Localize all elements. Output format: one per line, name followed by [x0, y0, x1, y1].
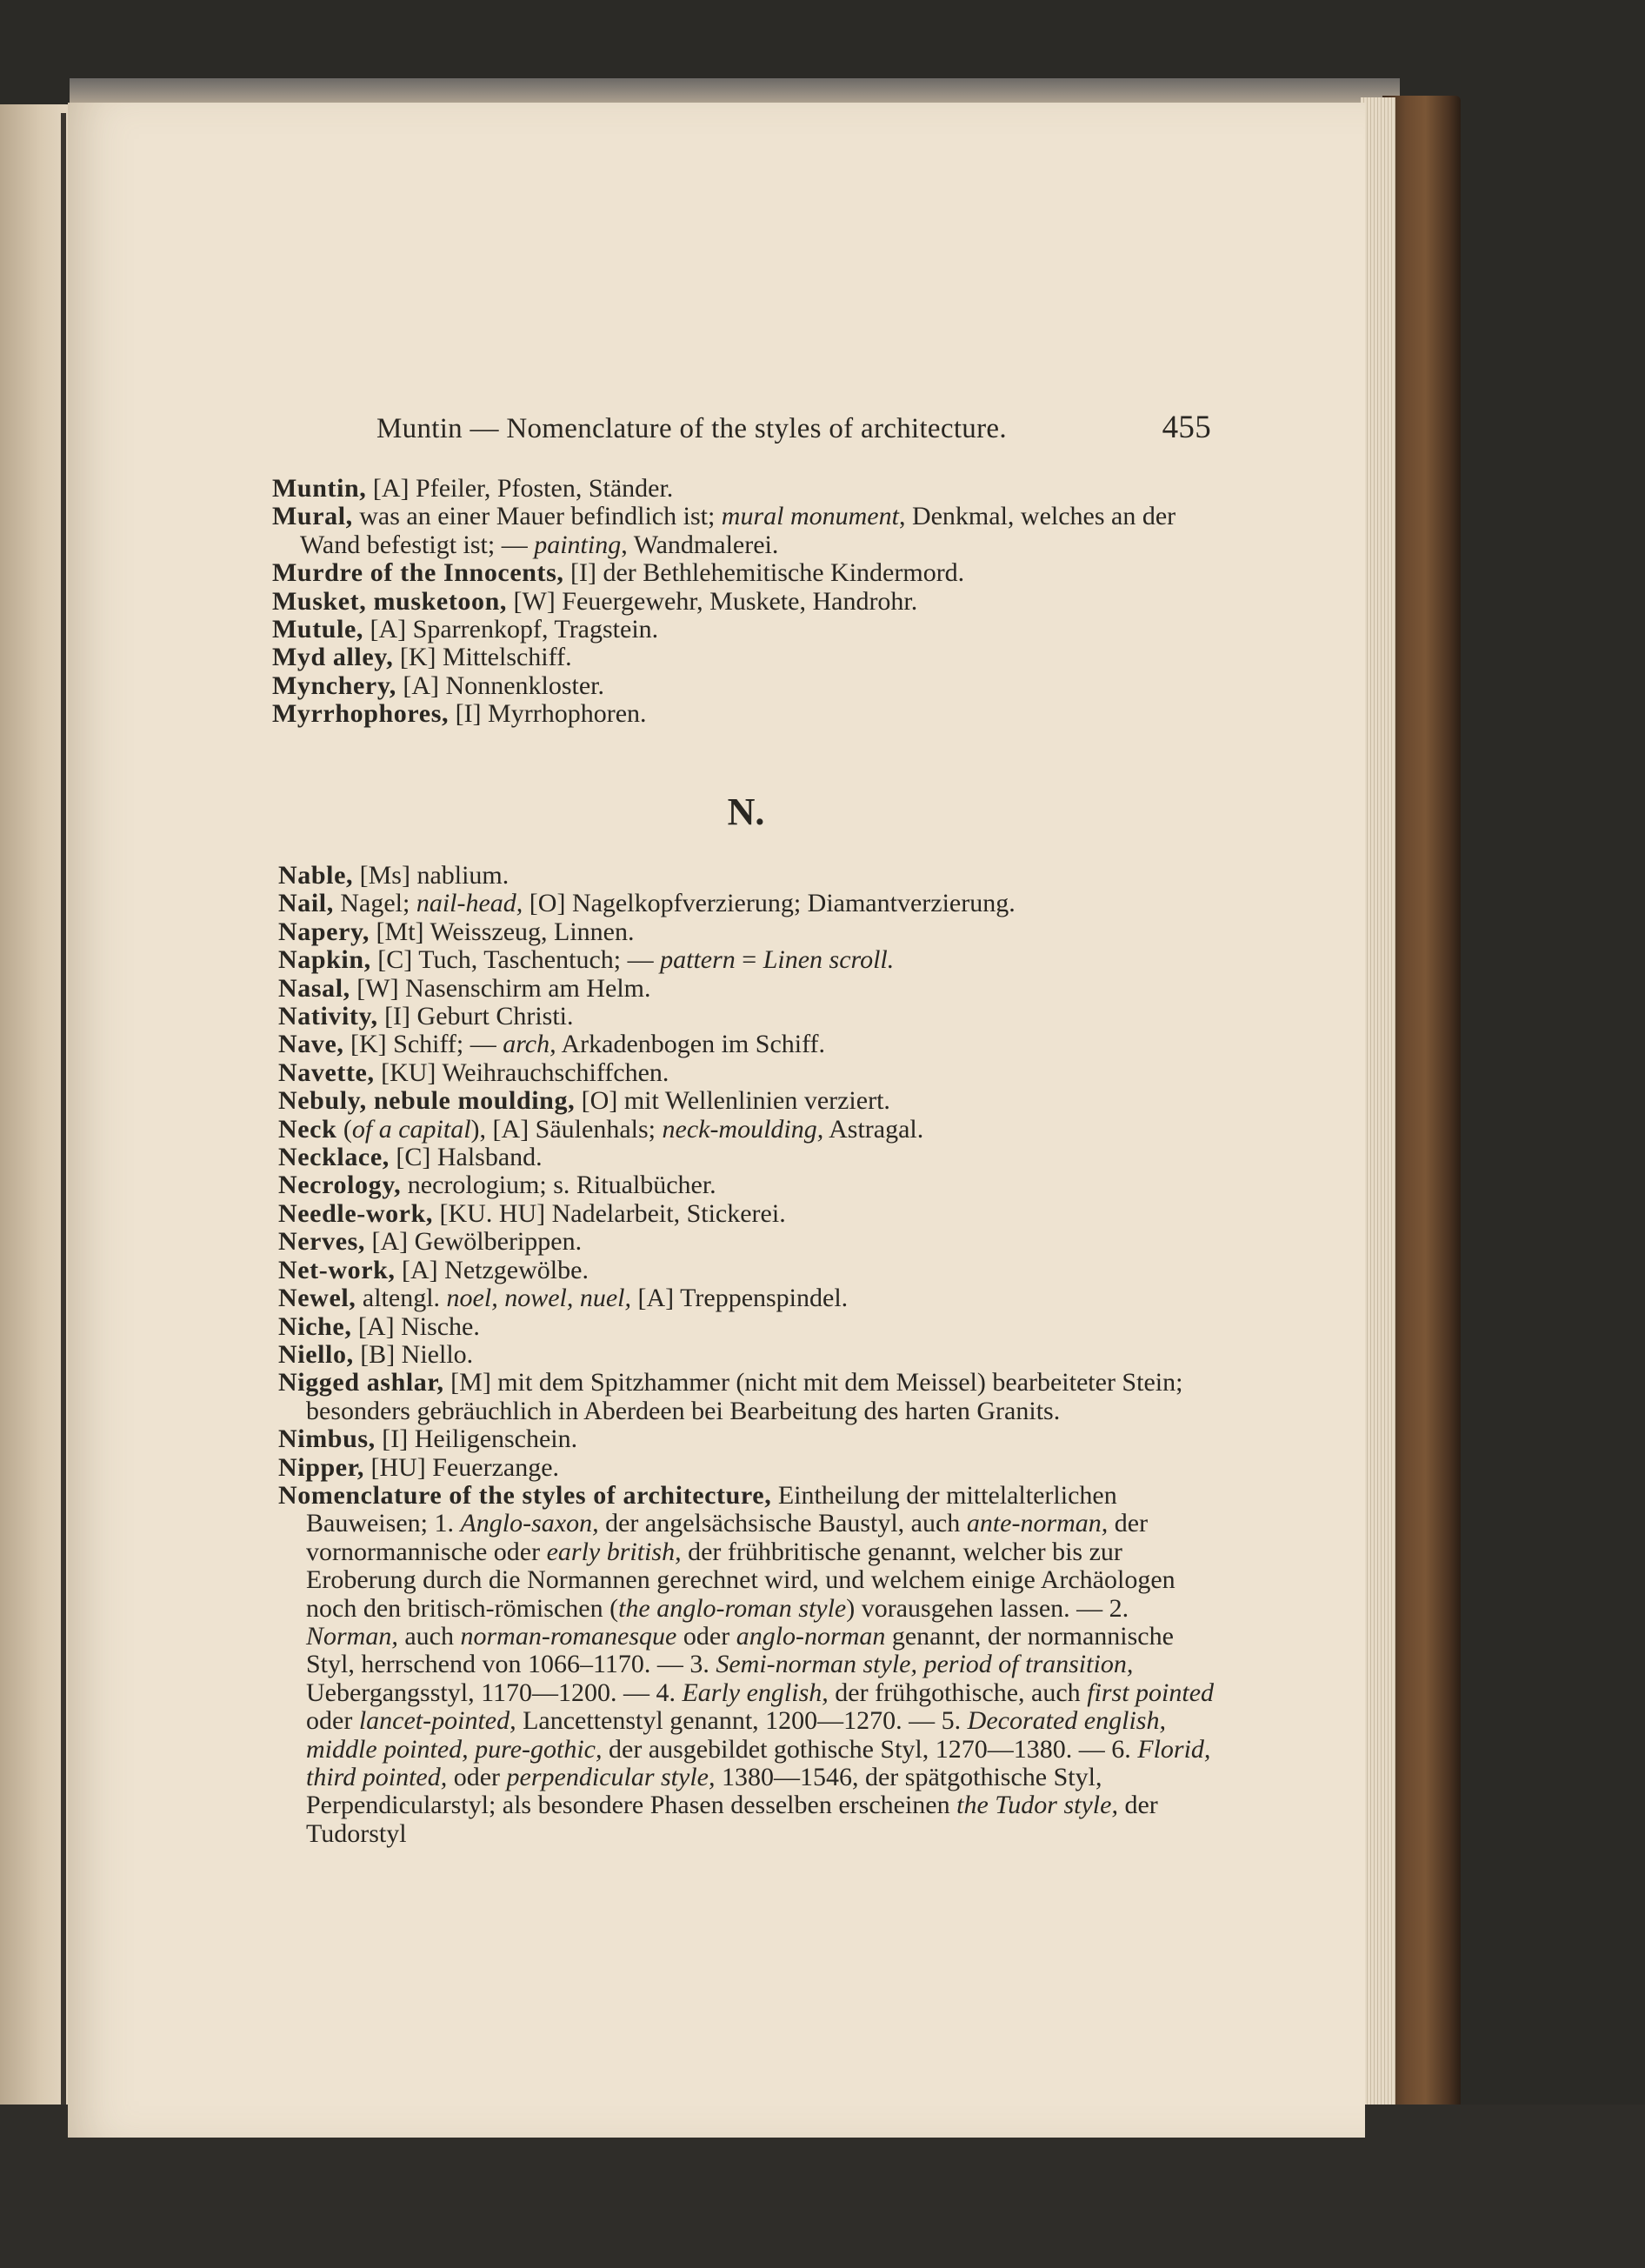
entry-headword: Nave, [278, 1030, 344, 1059]
entry-headword: Necrology, [278, 1171, 402, 1200]
previous-page-edge [0, 104, 68, 2105]
entry-headword: Niche, [278, 1311, 352, 1341]
entry-term-italic: painting [534, 530, 622, 559]
entry-text: der angelsächsische Baustyl, auch [598, 1509, 967, 1538]
entry-headword: Nomenclature of the styles of architecture, [278, 1480, 772, 1510]
dictionary-entry [272, 672, 1215, 700]
entry-term-italic: Norman, [306, 1621, 398, 1651]
entry-headword: Nail, [278, 889, 334, 918]
entry-term-italic: Semi-norman style, period of transition, [716, 1650, 1134, 1679]
entry-text: Lancettenstyl genannt, 1200—1270. — 5. [516, 1706, 968, 1736]
entry-text: Uebergangsstyl, 1170—1200. — 4. [306, 1678, 683, 1707]
entry-text: [A] Sparrenkopf, Tragstein. [363, 615, 659, 644]
entry-headword: Nerves, [278, 1227, 365, 1257]
entry-text: ( [336, 1114, 352, 1144]
entry-text: , Denkmal, welches an der Wand befestigt ist; — [300, 502, 1176, 559]
dictionary-entry [272, 588, 1215, 616]
entry-term-italic: perpendicular style, [506, 1763, 716, 1791]
running-title: Muntin — Nomenclature of the styles of architecture. [376, 413, 1007, 444]
entry-text: = [735, 945, 763, 975]
entry-headword: Nativity, [278, 1002, 378, 1031]
entry-headword: Net-work, [278, 1255, 396, 1284]
entry-headword: Nable, [278, 861, 354, 890]
entry-text: ) vorausgehen lassen. — 2. [846, 1593, 1129, 1623]
dictionary-entries-n [278, 862, 1222, 1848]
entry-text: der vornormannische oder [306, 1509, 1149, 1566]
dictionary-entry [278, 1425, 1222, 1453]
page-edges [1361, 97, 1395, 2145]
dictionary-entry [278, 1087, 1222, 1115]
entry-term-italic: Early english, [682, 1678, 829, 1707]
dictionary-entry [272, 644, 1215, 671]
entry-term-italic: Anglo-saxon, [460, 1509, 599, 1538]
entry-text: [K] Mittelschiff. [393, 643, 572, 672]
entry-headword: Mutule, [272, 615, 364, 644]
entry-text: [I] Myrrhophoren. [449, 699, 647, 729]
entry-text: [C] Halsband. [389, 1143, 543, 1172]
entry-text: 1380—1546, der spätgothische Styl, Perpendicularstyl; als besondere Phasen desselben erscheinen [306, 1763, 1102, 1820]
entry-term-italic: Linen scroll. [763, 945, 895, 975]
entry-text: oder [306, 1706, 359, 1736]
dictionary-entry [278, 862, 1222, 890]
dictionary-entry [278, 1482, 1222, 1848]
dictionary-entry [278, 1003, 1222, 1031]
entry-text: oder [447, 1763, 507, 1791]
entry-text: oder [676, 1621, 736, 1651]
entry-text: [M] mit dem Spitzhammer (nicht mit dem Meissel) bearbeiteter Stein; besonders gebräuchlich in Aberdeen bei Bearbeitung des harten Granits. [306, 1368, 1183, 1425]
dictionary-entry [272, 559, 1215, 587]
dictionary-entry [278, 975, 1222, 1003]
entry-text: [A] Pfeiler, Pfosten, Ständer. [366, 474, 674, 503]
entry-term-italic: pattern [660, 945, 736, 975]
entry-headword: Mynchery, [272, 670, 396, 700]
entry-headword: Nimbus, [278, 1424, 376, 1454]
dictionary-entry [278, 1228, 1222, 1256]
entry-text: [Ms] nablium. [353, 861, 509, 890]
dictionary-entry [278, 1171, 1222, 1199]
entry-term-italic: of a capital [351, 1114, 471, 1144]
entry-term-italic: first pointed [1087, 1678, 1215, 1707]
dictionary-entry [272, 700, 1215, 728]
entry-headword: Napkin, [278, 945, 371, 975]
entry-headword: Musket, musketoon, [272, 586, 507, 616]
entry-headword: Mural, [272, 502, 353, 531]
entry-term-italic: Florid, third pointed, [306, 1734, 1211, 1791]
entry-term-italic: early british, [546, 1537, 682, 1566]
dictionary-entry [278, 946, 1222, 974]
entry-text: [Mt] Weisszeug, Linnen. [370, 917, 635, 946]
page-number: 455 [1162, 410, 1211, 445]
entry-term-italic: mural monument [721, 502, 899, 531]
dictionary-entry [278, 1031, 1222, 1058]
entry-headword: Needle-work, [278, 1198, 433, 1228]
entry-headword: Niello, [278, 1339, 354, 1369]
entry-text: Nagel; [333, 889, 416, 918]
dictionary-entry [278, 1369, 1222, 1425]
dictionary-entry [278, 1257, 1222, 1284]
dictionary-entry [272, 616, 1215, 644]
entry-text: [I] der Bethlehemitische Kindermord. [563, 558, 965, 588]
entry-term-italic: lancet-pointed, [358, 1706, 516, 1736]
entry-text: Eintheilung der mittelalterlichen Bauweisen; 1. [306, 1480, 1117, 1538]
entry-term-italic: arch, [503, 1030, 556, 1059]
entry-text: [I] Heiligenschein. [375, 1424, 578, 1454]
dictionary-entry [278, 1313, 1222, 1341]
entry-text: [A] Treppenspindel. [631, 1284, 849, 1313]
entry-text: , Wandmalerei. [621, 530, 779, 559]
entry-text: [A] Gewölberippen. [365, 1227, 583, 1257]
entry-text: [KU] Weihrauchschiffchen. [374, 1057, 669, 1087]
entry-term-italic: norman-romanesque [460, 1621, 677, 1651]
entry-term-italic: ante-norman, [966, 1509, 1109, 1538]
entry-headword: Muntin, [272, 474, 367, 503]
entry-text: altengl. [356, 1284, 447, 1313]
entry-text: [K] Schiff; — [343, 1030, 503, 1059]
dictionary-entry [278, 1454, 1222, 1482]
dictionary-entries-m [272, 475, 1215, 729]
dictionary-entry [272, 475, 1215, 503]
entry-headword: Neck [278, 1114, 337, 1144]
dictionary-entry [278, 1144, 1222, 1171]
dictionary-entry [272, 503, 1215, 559]
entry-text: Arkadenbogen im Schiff. [556, 1030, 826, 1059]
entry-headword: Myd alley, [272, 643, 394, 672]
section-letter: N. [727, 790, 765, 833]
entry-text: [B] Niello. [353, 1339, 474, 1369]
entry-text: [C] Tuch, Taschentuch; — [370, 945, 661, 975]
entry-text: genannt, der normannische Styl, herrschend von 1066–1170. — 3. [306, 1621, 1174, 1679]
book-page [68, 103, 1365, 2138]
entry-text: [KU. HU] Nadelarbeit, Stickerei. [433, 1198, 786, 1228]
entry-headword: Murdre of the Innocents, [272, 558, 564, 588]
entry-text: necrologium; s. Ritualbücher. [401, 1171, 716, 1200]
entry-text: [O] Nagelkopfverzierung; Diamantverzierung. [523, 889, 1016, 918]
dictionary-entry [278, 1200, 1222, 1228]
entry-text: [W] Nasenschirm am Helm. [350, 973, 651, 1003]
dictionary-entry [278, 1059, 1222, 1087]
entry-text: [A] Netzgewölbe. [395, 1255, 589, 1284]
entry-text: der ausgebildet gothische Styl, 1270—1380. — 6. [602, 1734, 1138, 1764]
entry-term-italic: nail-head, [416, 889, 523, 918]
entry-headword: Nebuly, nebule moulding, [278, 1086, 576, 1116]
entry-text: [A] Nonnenkloster. [396, 670, 605, 700]
entry-text: ), [A] Säulenhals; [470, 1114, 663, 1144]
entry-term-italic: the Tudor style, [956, 1791, 1118, 1820]
entry-headword: Nipper, [278, 1452, 364, 1482]
entry-headword: Nigged ashlar, [278, 1368, 444, 1397]
dictionary-entry [278, 1341, 1222, 1369]
entry-text: [O] mit Wellenlinien verziert. [575, 1086, 890, 1116]
entry-headword: Myrrhophores, [272, 699, 450, 729]
entry-headword: Necklace, [278, 1143, 390, 1172]
dictionary-entry [278, 890, 1222, 917]
dictionary-entry [278, 1284, 1222, 1312]
entry-text: was an einer Mauer befindlich ist; [352, 502, 722, 531]
entry-term-italic: neck-moulding, [662, 1114, 824, 1144]
entry-text: [I] Geburt Christi. [377, 1002, 574, 1031]
entry-text: [A] Nische. [351, 1311, 480, 1341]
entry-headword: Navette, [278, 1057, 375, 1087]
entry-headword: Napery, [278, 917, 370, 946]
entry-term-italic: the anglo-roman style [618, 1593, 847, 1623]
running-header [376, 409, 1211, 449]
entry-term-italic: anglo-norman [736, 1621, 886, 1651]
entry-text: Astragal. [823, 1114, 924, 1144]
entry-text: [HU] Feuerzange. [363, 1452, 560, 1482]
entry-text: der Tudorstyl [306, 1791, 1158, 1848]
dictionary-entry [278, 918, 1222, 946]
entry-headword: Newel, [278, 1284, 356, 1313]
entry-text: auch [397, 1621, 461, 1651]
entry-headword: Nasal, [278, 973, 350, 1003]
entry-text: [W] Feuergewehr, Muskete, Handrohr. [507, 586, 918, 616]
entry-text: der frühbritische genannt, welcher bis zur Eroberung durch die Normannen gerechnet wird, und welchem einige Archäologen noch den britisch-römischen ( [306, 1537, 1175, 1623]
entry-term-italic: Decorated english, middle pointed, pure-gothic, [306, 1706, 1166, 1764]
entry-term-italic: noel, nowel, nuel, [446, 1284, 632, 1313]
book-gutter [61, 113, 66, 2131]
entry-text: der frühgothische, auch [828, 1678, 1088, 1707]
dictionary-entry [278, 1116, 1222, 1144]
